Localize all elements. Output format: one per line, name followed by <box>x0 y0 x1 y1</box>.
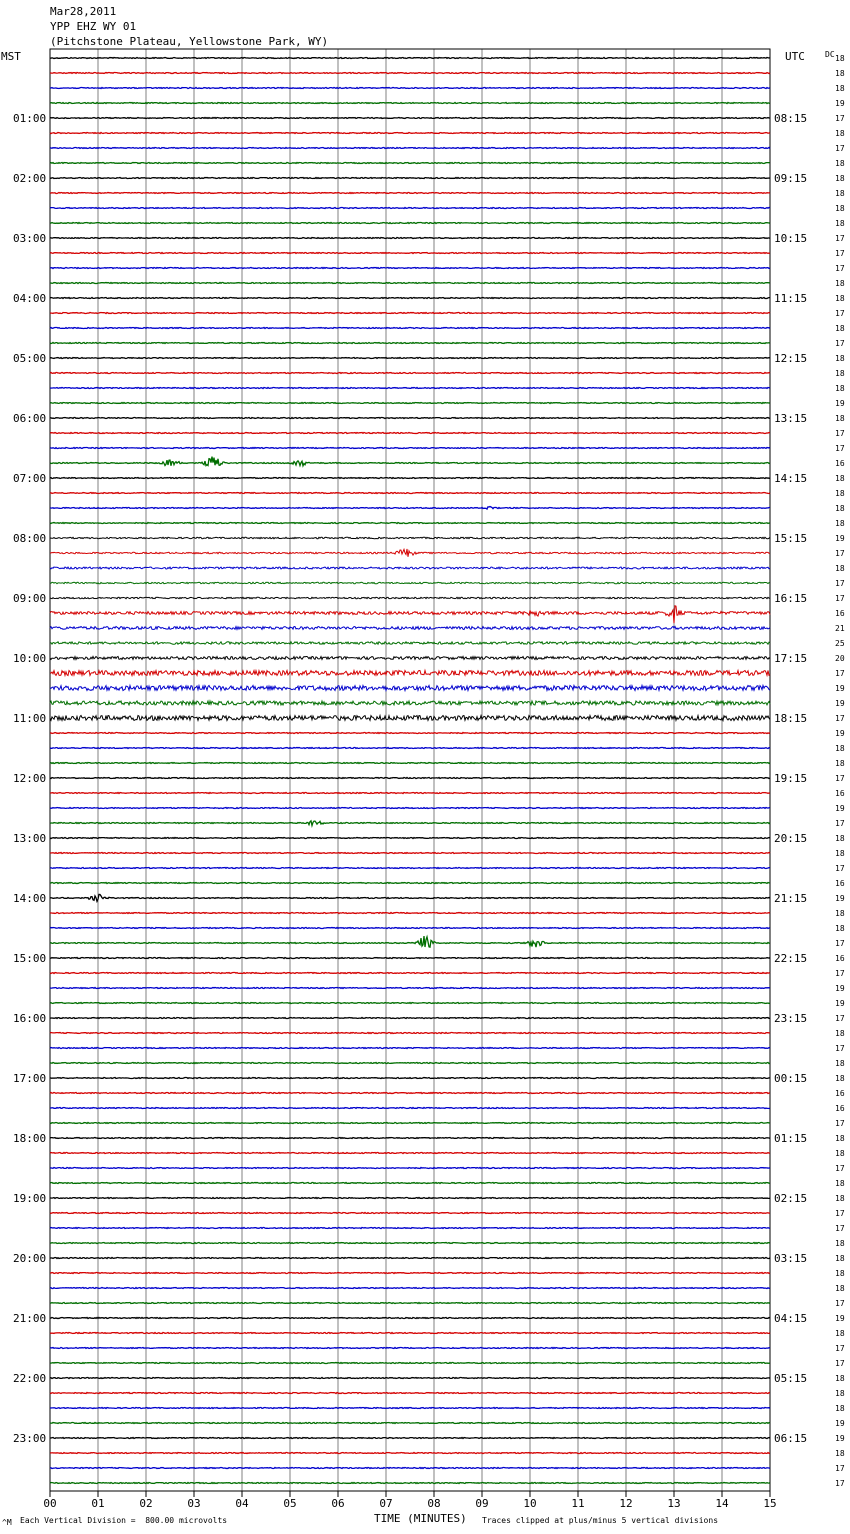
seismogram-trace <box>50 1048 770 1049</box>
seismogram-trace <box>50 1078 770 1079</box>
utc-hour-label: 09:15 <box>774 172 808 185</box>
seismogram-trace <box>50 1003 770 1004</box>
dc-offset-label: 18 <box>835 1194 845 1203</box>
x-tick-label: 06 <box>331 1497 345 1510</box>
dc-offset-label: 19 <box>835 99 845 108</box>
dc-offset-label: 17 <box>835 819 845 828</box>
seismogram-trace <box>50 973 770 974</box>
seismogram-trace <box>50 1123 770 1124</box>
dc-offset-label: 19 <box>835 804 845 813</box>
dc-offset-label: 19 <box>835 999 845 1008</box>
dc-offset-label: 18 <box>835 354 845 363</box>
seismogram-trace <box>50 1453 770 1454</box>
dc-offset-label: 19 <box>835 399 845 408</box>
seismogram-trace <box>50 148 770 149</box>
x-tick-label: 05 <box>283 1497 297 1510</box>
seismogram-trace <box>50 403 770 404</box>
mst-hour-label: 22:00 <box>13 1372 47 1385</box>
dc-offset-label: 18 <box>835 324 845 333</box>
x-tick-label: 02 <box>139 1497 153 1510</box>
x-tick-label: 14 <box>715 1497 729 1510</box>
seismogram-trace <box>50 1318 770 1319</box>
seismogram-trace <box>50 373 770 374</box>
seismogram-trace <box>50 1438 770 1439</box>
dc-offset-label: 16 <box>835 609 845 618</box>
dc-offset-label: 18 <box>835 1269 845 1278</box>
seismogram-trace <box>50 808 770 809</box>
x-tick-label: 08 <box>427 1497 441 1510</box>
dc-offset-label: 17 <box>835 234 845 243</box>
seismogram-trace <box>50 936 770 947</box>
dc-offset-label: 17 <box>835 429 845 438</box>
seismogram-trace <box>50 418 770 419</box>
mst-hour-label: 13:00 <box>13 832 47 845</box>
seismogram-trace <box>50 103 770 104</box>
seismogram-trace <box>50 1378 770 1379</box>
seismogram-trace <box>50 283 770 284</box>
utc-hour-label: 06:15 <box>774 1432 808 1445</box>
dc-offset-label: 17 <box>835 1224 845 1233</box>
dc-offset-label: 16 <box>835 954 845 963</box>
mst-hour-label: 05:00 <box>13 352 47 365</box>
dc-offset-label: 18 <box>835 1179 845 1188</box>
dc-offset-label: 16 <box>835 879 845 888</box>
seismogram-trace <box>50 433 770 434</box>
dc-offset-label: 16 <box>835 1089 845 1098</box>
seismogram-trace <box>50 193 770 194</box>
seismogram-trace <box>50 793 770 794</box>
utc-hour-label: 08:15 <box>774 112 808 125</box>
seismogram-trace <box>50 118 770 119</box>
x-tick-label: 00 <box>43 1497 57 1510</box>
station-location: (Pitchstone Plateau, Yellowstone Park, WY) <box>50 35 329 48</box>
dc-offset-label: 19 <box>835 534 845 543</box>
station-code: YPP EHZ WY 01 <box>50 20 137 33</box>
footer-mark: ^M <box>2 1518 12 1527</box>
mst-hour-label: 12:00 <box>13 772 47 785</box>
dc-offset-label: 17 <box>835 774 845 783</box>
seismogram-trace <box>50 1333 770 1334</box>
dc-offset-label: 18 <box>835 1239 845 1248</box>
dc-offset-label: 17 <box>835 1014 845 1023</box>
dc-offset-label: 18 <box>835 54 845 63</box>
seismogram-trace <box>50 1423 770 1424</box>
seismogram-trace <box>50 507 770 510</box>
seismogram-trace <box>50 328 770 329</box>
utc-hour-label: 01:15 <box>774 1132 808 1145</box>
utc-hour-label: 23:15 <box>774 1012 808 1025</box>
seismogram-trace <box>50 163 770 164</box>
dc-offset-label: 18 <box>835 1254 845 1263</box>
dc-offset-label: 21 <box>835 624 845 633</box>
seismogram-trace <box>50 597 770 598</box>
x-axis-title: TIME (MINUTES) <box>374 1512 467 1525</box>
dc-offset-label: 17 <box>835 1464 845 1473</box>
dc-offset-label: 18 <box>835 909 845 918</box>
utc-hour-label: 14:15 <box>774 472 808 485</box>
dc-offset-label: 18 <box>835 294 845 303</box>
mst-hour-label: 17:00 <box>13 1072 47 1085</box>
seismogram-trace <box>50 1483 770 1484</box>
seismogram-trace <box>50 1393 770 1394</box>
seismogram-trace <box>50 537 770 538</box>
x-tick-label: 01 <box>91 1497 105 1510</box>
seismogram-trace <box>50 1408 770 1409</box>
dc-offset-label: 17 <box>835 549 845 558</box>
utc-hour-label: 04:15 <box>774 1312 808 1325</box>
seismogram-trace <box>50 1228 770 1229</box>
dc-offset-label: 18 <box>835 759 845 768</box>
dc-offset-label: 19 <box>835 684 845 693</box>
mst-hour-label: 09:00 <box>13 592 47 605</box>
dc-offset-label: 17 <box>835 339 845 348</box>
dc-offset-label: 17 <box>835 1044 845 1053</box>
dc-offset-label: 18 <box>835 849 845 858</box>
dc-offset-label: 18 <box>835 1404 845 1413</box>
seismogram-trace <box>50 748 770 749</box>
dc-offset-label: 17 <box>835 264 845 273</box>
clip-note: Traces clipped at plus/minus 5 vertical divisions <box>482 1516 719 1525</box>
utc-hour-label: 13:15 <box>774 412 808 425</box>
seismogram-trace <box>50 178 770 179</box>
right-timezone-label: UTC <box>785 50 805 63</box>
left-timezone-label: MST <box>1 50 21 63</box>
mst-hour-label: 23:00 <box>13 1432 47 1445</box>
seismogram-trace <box>50 457 770 466</box>
dc-offset-label: 17 <box>835 309 845 318</box>
dc-offset-label: 18 <box>835 159 845 168</box>
x-tick-label: 04 <box>235 1497 249 1510</box>
dc-offset-label: 17 <box>835 939 845 948</box>
dc-offset-label: 18 <box>835 414 845 423</box>
dc-offset-label: 19 <box>835 1434 845 1443</box>
dc-offset-label: 17 <box>835 714 845 723</box>
utc-hour-label: 17:15 <box>774 652 808 665</box>
seismogram-trace <box>50 298 770 299</box>
seismogram-trace <box>50 268 770 269</box>
dc-offset-label: 18 <box>835 834 845 843</box>
seismogram-trace <box>50 716 770 721</box>
seismogram-trace <box>50 549 770 557</box>
seismogram-trace <box>50 358 770 359</box>
dc-offset-label: 19 <box>835 1314 845 1323</box>
dc-offset-label: 17 <box>835 1209 845 1218</box>
seismogram-trace <box>50 928 770 929</box>
dc-offset-label: 17 <box>835 249 845 258</box>
utc-hour-label: 03:15 <box>774 1252 808 1265</box>
dc-offset-label: 17 <box>835 1479 845 1488</box>
mst-hour-label: 01:00 <box>13 112 47 125</box>
mst-hour-label: 15:00 <box>13 952 47 965</box>
seismogram-trace <box>50 1243 770 1244</box>
x-tick-label: 09 <box>475 1497 489 1510</box>
dc-offset-label: 19 <box>835 1419 845 1428</box>
seismogram-trace <box>50 1093 770 1094</box>
utc-hour-label: 10:15 <box>774 232 808 245</box>
seismogram-trace <box>50 733 770 734</box>
seismogram-trace <box>50 883 770 884</box>
seismogram-trace <box>50 838 770 839</box>
seismogram-trace <box>50 582 770 583</box>
dc-offset-label: 18 <box>835 1374 845 1383</box>
seismogram-trace <box>50 208 770 209</box>
seismogram-trace <box>50 778 770 779</box>
dc-offset-label: 18 <box>835 1389 845 1398</box>
dc-offset-label: 25 <box>835 639 845 648</box>
utc-hour-label: 16:15 <box>774 592 808 605</box>
dc-offset-label: 17 <box>835 594 845 603</box>
seismogram-trace <box>50 1468 770 1469</box>
seismogram-trace <box>50 1348 770 1349</box>
dc-offset-label: 17 <box>835 969 845 978</box>
dc-offset-label: 18 <box>835 129 845 138</box>
dc-offset-label: 18 <box>835 279 845 288</box>
mst-hour-label: 16:00 <box>13 1012 47 1025</box>
seismogram-trace <box>50 58 770 59</box>
dc-offset-label: 17 <box>835 1359 845 1368</box>
dc-offset-label: 19 <box>835 729 845 738</box>
dc-offset-label: 19 <box>835 984 845 993</box>
seismogram-trace <box>50 686 770 691</box>
mst-hour-label: 06:00 <box>13 412 47 425</box>
scale-note: Each Vertical Division = 800.00 microvolts <box>20 1516 228 1525</box>
mst-hour-label: 04:00 <box>13 292 47 305</box>
seismogram-trace <box>50 1018 770 1019</box>
dc-offset-label: 19 <box>835 699 845 708</box>
seismogram-trace <box>50 1198 770 1199</box>
utc-hour-label: 02:15 <box>774 1192 808 1205</box>
seismogram-trace <box>50 642 770 644</box>
x-tick-label: 15 <box>763 1497 777 1510</box>
seismogram-trace <box>50 606 770 623</box>
seismogram-trace <box>50 388 770 389</box>
seismogram-trace <box>50 1363 770 1364</box>
seismogram-trace <box>50 493 770 494</box>
dc-offset-label: 18 <box>835 564 845 573</box>
utc-hour-label: 00:15 <box>774 1072 808 1085</box>
dc-offset-label: 17 <box>835 444 845 453</box>
dc-offset-label: 17 <box>835 1164 845 1173</box>
dc-offset-label: 18 <box>835 1134 845 1143</box>
dc-offset-label: 19 <box>835 894 845 903</box>
dc-offset-label: 16 <box>835 1104 845 1113</box>
seismogram-trace <box>50 88 770 89</box>
dc-offset-label: 17 <box>835 1344 845 1353</box>
seismogram-trace <box>50 253 770 254</box>
mst-hour-label: 10:00 <box>13 652 47 665</box>
dc-offset-label: 18 <box>835 474 845 483</box>
seismogram-trace <box>50 1153 770 1154</box>
seismogram-trace <box>50 894 770 901</box>
seismogram-trace <box>50 1183 770 1184</box>
dc-offset-label: 17 <box>835 864 845 873</box>
dc-offset-label: 18 <box>835 1074 845 1083</box>
dc-offset-label: 18 <box>835 1059 845 1068</box>
x-tick-label: 13 <box>667 1497 681 1510</box>
x-tick-label: 11 <box>571 1497 585 1510</box>
dc-offset-label: 18 <box>835 369 845 378</box>
dc-offset-label: 20 <box>835 654 845 663</box>
dc-offset-label: 18 <box>835 204 845 213</box>
seismogram-trace <box>50 1288 770 1289</box>
dc-offset-label: 17 <box>835 144 845 153</box>
dc-offset-label: 17 <box>835 1299 845 1308</box>
seismogram-trace <box>50 763 770 764</box>
seismogram-trace <box>50 1273 770 1274</box>
dc-offset-label: 18 <box>835 519 845 528</box>
mst-hour-label: 20:00 <box>13 1252 47 1265</box>
mst-hour-label: 03:00 <box>13 232 47 245</box>
seismogram-trace <box>50 478 770 479</box>
utc-hour-label: 15:15 <box>774 532 808 545</box>
mst-hour-label: 08:00 <box>13 532 47 545</box>
utc-hour-label: 12:15 <box>774 352 808 365</box>
seismogram-trace <box>50 1168 770 1169</box>
dc-offset-label: 18 <box>835 1149 845 1158</box>
mst-hour-label: 14:00 <box>13 892 47 905</box>
seismogram-trace <box>50 523 770 524</box>
seismogram-trace <box>50 343 770 344</box>
seismogram-trace <box>50 313 770 314</box>
seismogram-trace <box>50 448 770 449</box>
dc-offset-label: 18 <box>835 219 845 228</box>
seismogram-trace <box>50 133 770 134</box>
mst-hour-label: 02:00 <box>13 172 47 185</box>
dc-offset-label: 18 <box>835 924 845 933</box>
dc-offset-label: 18 <box>835 1329 845 1338</box>
seismogram-trace <box>50 567 770 569</box>
utc-hour-label: 21:15 <box>774 892 808 905</box>
seismogram-trace <box>50 627 770 630</box>
seismogram-trace <box>50 1138 770 1139</box>
dc-offset-label: 16 <box>835 789 845 798</box>
dc-offset-label: 18 <box>835 84 845 93</box>
mst-hour-label: 19:00 <box>13 1192 47 1205</box>
seismogram-trace <box>50 238 770 239</box>
dc-offset-label: 18 <box>835 384 845 393</box>
utc-hour-label: 11:15 <box>774 292 808 305</box>
dc-offset-label: 18 <box>835 1029 845 1038</box>
plot-date: Mar28,2011 <box>50 5 117 18</box>
utc-hour-label: 18:15 <box>774 712 808 725</box>
dc-offset-label: 18 <box>835 489 845 498</box>
dc-offset-label: 18 <box>835 174 845 183</box>
seismogram-trace <box>50 1213 770 1214</box>
mst-hour-label: 18:00 <box>13 1132 47 1145</box>
seismogram-trace <box>50 913 770 914</box>
seismogram-trace <box>50 223 770 224</box>
dc-offset-label: 16 <box>835 459 845 468</box>
utc-hour-label: 20:15 <box>774 832 808 845</box>
plot-frame <box>50 49 770 1491</box>
x-tick-label: 12 <box>619 1497 633 1510</box>
mst-hour-label: 21:00 <box>13 1312 47 1325</box>
dc-offset-label: 18 <box>835 1284 845 1293</box>
dc-offset-label: 18 <box>835 69 845 78</box>
x-tick-label: 03 <box>187 1497 201 1510</box>
seismogram-trace <box>50 657 770 660</box>
dc-offset-label: 17 <box>835 114 845 123</box>
seismogram-trace <box>50 868 770 869</box>
seismogram-trace <box>50 1303 770 1304</box>
mst-hour-label: 07:00 <box>13 472 47 485</box>
seismogram-trace <box>50 988 770 989</box>
dc-offset-label: 18 <box>835 189 845 198</box>
seismogram-trace <box>50 821 770 826</box>
dc-header-label: DC <box>825 50 835 59</box>
seismogram-trace <box>50 671 770 676</box>
dc-offset-label: 18 <box>835 504 845 513</box>
mst-hour-label: 11:00 <box>13 712 47 725</box>
seismogram-trace <box>50 1108 770 1109</box>
seismogram-trace <box>50 958 770 959</box>
x-tick-label: 10 <box>523 1497 537 1510</box>
dc-offset-label: 17 <box>835 579 845 588</box>
dc-offset-label: 18 <box>835 744 845 753</box>
seismogram-trace <box>50 1258 770 1259</box>
utc-hour-label: 19:15 <box>774 772 808 785</box>
dc-offset-label: 18 <box>835 1449 845 1458</box>
seismogram-trace <box>50 701 770 705</box>
seismogram-trace <box>50 1033 770 1034</box>
seismogram-trace <box>50 73 770 74</box>
dc-offset-label: 17 <box>835 669 845 678</box>
utc-hour-label: 05:15 <box>774 1372 808 1385</box>
dc-offset-label: 17 <box>835 1119 845 1128</box>
seismogram-trace <box>50 1063 770 1064</box>
seismogram-trace <box>50 853 770 854</box>
x-tick-label: 07 <box>379 1497 393 1510</box>
utc-hour-label: 22:15 <box>774 952 808 965</box>
